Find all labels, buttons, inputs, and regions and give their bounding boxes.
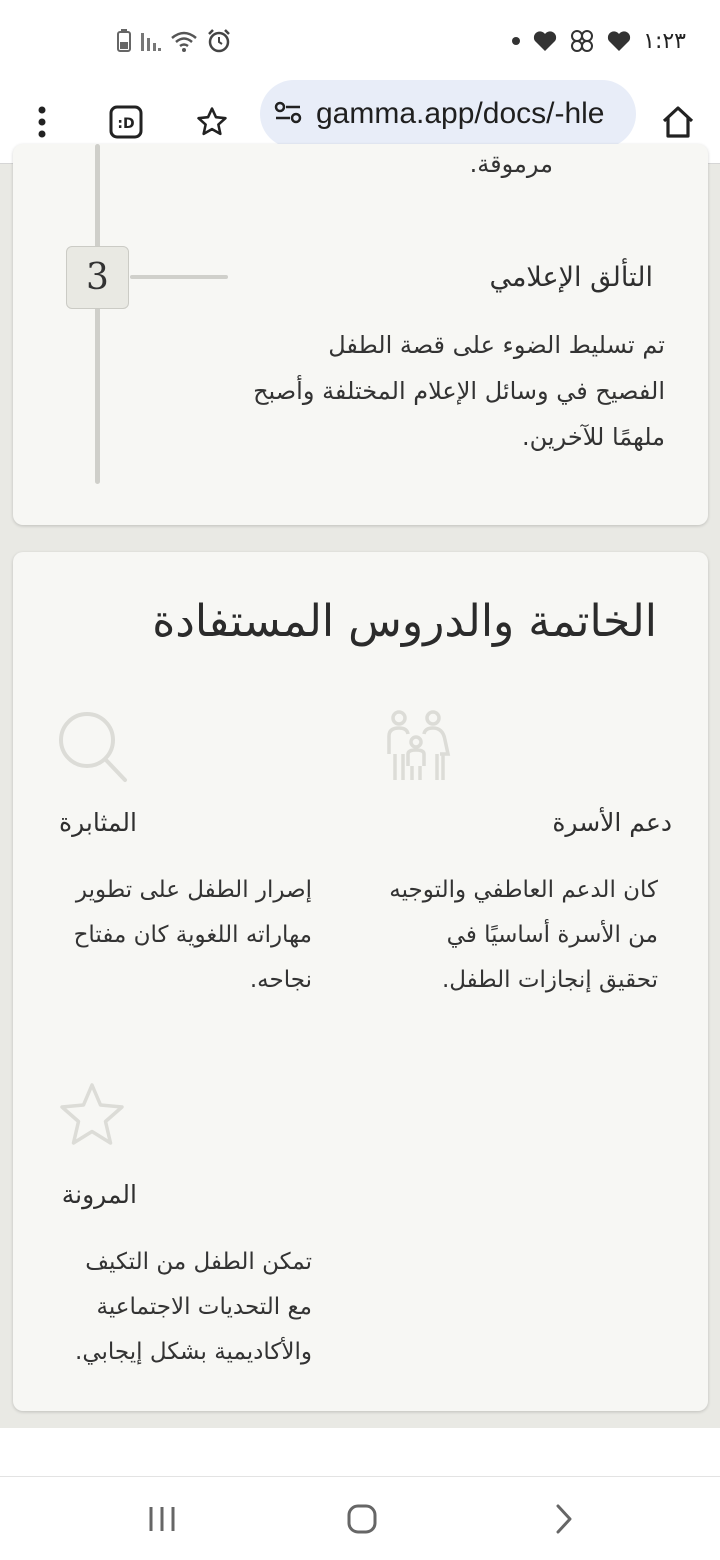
url-text[interactable]: gamma.app/docs/-hle — [316, 97, 605, 130]
dot-icon — [511, 36, 521, 46]
status-right-icons — [511, 26, 686, 56]
feature-description: كان الدعم العاطفي والتوجيه من الأسرة أساسيًا في تحقيق إنجازات الطفل. — [389, 877, 658, 993]
timeline-line — [95, 144, 100, 484]
search-icon — [57, 710, 137, 790]
feature-title — [57, 1180, 137, 1209]
wifi-icon — [170, 29, 198, 53]
section-title — [57, 596, 657, 647]
feature-title — [382, 808, 672, 837]
feature-title-text: المرونة — [61, 1180, 137, 1209]
pinwheel-icon — [569, 28, 595, 54]
step-title — [253, 262, 653, 293]
feature-title-text: دعم الأسرة — [552, 808, 672, 837]
step-description: تم تسليط الضوء على قصة الطفل الفصيح في وسائل الإعلام المختلفة وأصبح ملهمًا للآخرين. — [253, 331, 665, 451]
alarm-icon — [206, 28, 232, 54]
step-number: 3 — [66, 246, 129, 309]
home-icon[interactable] — [650, 94, 706, 150]
feature-description: تمكن الطفل من التكيف مع التحديات الاجتماعية والأكاديمية بشكل إيجابي. — [75, 1249, 312, 1365]
status-bar — [0, 0, 720, 80]
family-icon — [382, 710, 462, 790]
battery-icon — [116, 29, 132, 53]
step-connector — [130, 275, 228, 279]
recents-icon[interactable] — [132, 1491, 192, 1547]
tab-switcher-icon[interactable] — [98, 94, 154, 150]
more-vert-icon[interactable] — [14, 94, 70, 150]
section-title-text: الخاتمة والدروس المستفادة — [152, 596, 657, 647]
status-left-icons — [116, 26, 232, 56]
address-bar[interactable] — [260, 80, 636, 148]
home-circle-icon[interactable] — [332, 1491, 392, 1547]
star-outline-icon[interactable] — [184, 94, 240, 150]
feature-description: إصرار الطفل على تطوير مهاراته اللغوية كان مفتاح نجاحه. — [73, 877, 312, 993]
system-nav-bar — [0, 1476, 720, 1560]
feature-title-text: المثابرة — [58, 808, 137, 837]
back-chevron-icon[interactable] — [534, 1491, 594, 1547]
page-content — [0, 150, 720, 1428]
svg-text::D: :D — [117, 116, 135, 132]
timeline-card — [13, 144, 708, 525]
page-bottom-strip — [0, 1428, 720, 1476]
signal-icon — [140, 29, 162, 53]
status-time: ١:٢٣ — [643, 28, 686, 54]
heart-icon — [533, 30, 557, 52]
feature-title — [57, 808, 137, 837]
cut-off-text: مرموقة. — [469, 150, 553, 178]
step-title-text: التألق الإعلامي — [489, 262, 653, 293]
heart-icon — [607, 30, 631, 52]
tune-icon[interactable] — [274, 100, 302, 128]
conclusion-card — [13, 552, 708, 1411]
star-icon — [57, 1082, 137, 1162]
